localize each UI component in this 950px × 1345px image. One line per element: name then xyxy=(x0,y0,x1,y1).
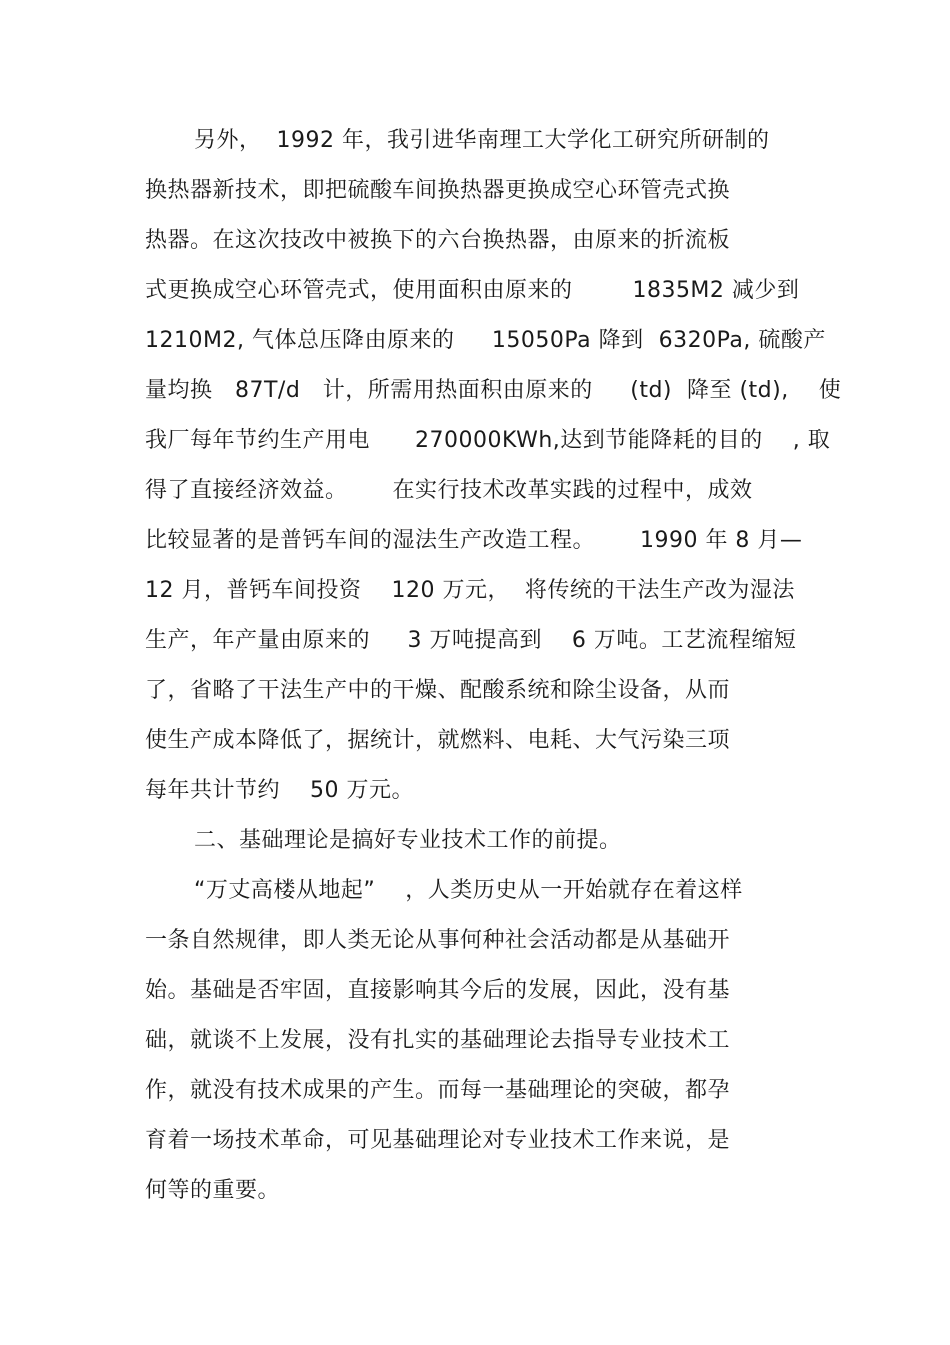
section-heading: 二、基础理论是搞好专业技术工作的前提。 xyxy=(194,828,622,853)
text-line: 另外， 1992 年，我引进华南理工大学化工研究所研制的 xyxy=(194,128,770,153)
text-line: 量均换 87T/d 计，所需用热面积由原来的 (td) 降至 (td), 使 xyxy=(145,378,842,403)
text-line: 每年共计节约 50 万元。 xyxy=(145,778,414,803)
text-line: 何等的重要。 xyxy=(145,1178,281,1203)
text-line: 换热器新技术，即把硫酸车间换热器更换成空心环管壳式换 xyxy=(145,178,731,203)
text-line: 1210M2, 气体总压降由原来的 15050Pa 降到 6320Pa, 硫酸产 xyxy=(145,328,826,353)
text-line: 始。基础是否牢固，直接影响其今后的发展，因此，没有基 xyxy=(145,978,731,1003)
text-line: 比较显著的是普钙车间的湿法生产改造工程。 1990 年 8 月— xyxy=(145,528,803,553)
text-line: “万丈高楼从地起” ，人类历史从一开始就存在着这样 xyxy=(194,878,743,903)
text-line: 式更换成空心环管壳式，使用面积由原来的 1835M2 减少到 xyxy=(145,278,800,303)
text-line: 育着一场技术革命，可见基础理论对专业技术工作来说，是 xyxy=(145,1128,731,1153)
text-line: 12 月，普钙车间投资 120 万元， 将传统的干法生产改为湿法 xyxy=(145,578,795,603)
text-line: 生产，年产量由原来的 3 万吨提高到 6 万吨。工艺流程缩短 xyxy=(145,628,797,653)
text-line: 我厂每年节约生产用电 270000KWh,达到节能降耗的目的 , 取 xyxy=(145,428,831,453)
text-line: 得了直接经济效益。 在实行技术改革实践的过程中，成效 xyxy=(145,478,753,503)
text-line: 一条自然规律，即人类无论从事何种社会活动都是从基础开 xyxy=(145,928,731,953)
text-line: 础，就谈不上发展，没有扎实的基础理论去指导专业技术工 xyxy=(145,1028,731,1053)
text-line: 使生产成本降低了，据统计，就燃料、电耗、大气污染三项 xyxy=(145,728,731,753)
text-line: 热器。在这次技改中被换下的六台换热器，由原来的折流板 xyxy=(145,228,731,253)
text-line: 了，省略了干法生产中的干燥、配酸系统和除尘设备，从而 xyxy=(145,678,731,703)
text-line: 作，就没有技术成果的产生。而每一基础理论的突破，都孕 xyxy=(145,1078,731,1103)
